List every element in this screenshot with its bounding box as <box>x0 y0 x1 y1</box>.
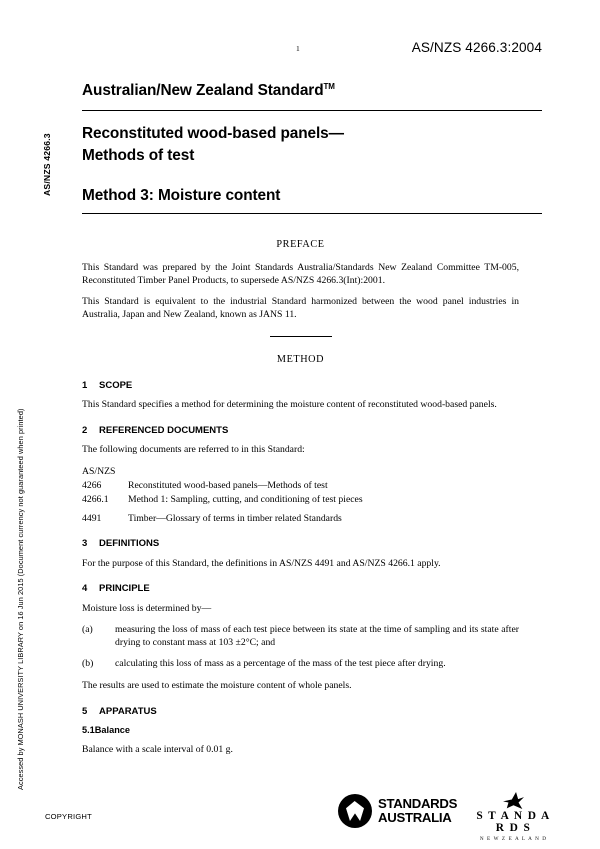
heading-principle-title: PRINCIPLE <box>99 583 150 595</box>
copyright-label: COPYRIGHT <box>45 812 92 821</box>
heading-definitions <box>82 538 519 550</box>
method-heading: METHOD <box>276 353 325 365</box>
section-divider-rule <box>270 336 332 337</box>
principle-intro: Moisture loss is determined by— <box>82 602 212 614</box>
list-item <box>82 658 519 671</box>
star-icon <box>338 794 372 828</box>
title-rule-bottom <box>82 213 542 214</box>
fern-icon <box>503 792 524 809</box>
reference-title: Reconstituted wood-based panels—Methods of test <box>128 480 328 492</box>
standards-australia-line-2: AUSTRALIA <box>378 810 452 825</box>
heading-referenced-documents-number: 2 <box>82 424 88 436</box>
reference-id: 4491 <box>82 512 102 524</box>
reference-title: Timber—Glossary of terms in timber related Standards <box>128 512 342 524</box>
heading-principle-number: 4 <box>82 583 88 595</box>
footer-logos <box>338 792 553 842</box>
list-item <box>82 624 519 649</box>
list-item <box>82 513 519 526</box>
heading-referenced-documents-title: REFERENCED DOCUMENTS <box>99 424 229 436</box>
list-item-tag: (a) <box>82 624 93 636</box>
referenced-documents-intro: The following documents are referred to in this Standard: <box>82 444 305 456</box>
reference-title: Method 1: Sampling, cutting, and conditioning of test pieces <box>128 494 363 506</box>
title-lines <box>82 111 542 205</box>
document-identifier: AS/NZS 4266.3:2004 <box>411 40 542 55</box>
apparatus-body: Balance with a scale interval of 0.01 g. <box>82 743 233 755</box>
heading-balance-title: Balance <box>94 724 131 735</box>
heading-apparatus <box>82 706 519 718</box>
reference-id: 4266.1 <box>82 494 109 506</box>
standards-new-zealand-line-1: S T A N D A R D S <box>476 810 551 834</box>
title-block <box>82 82 542 214</box>
heading-definitions-number: 3 <box>82 538 88 550</box>
list-item-text: measuring the loss of mass of each test piece between its state at the time of sampling and its state after drying to constant mass at 103 ±2°C; and <box>115 624 519 648</box>
heading-principle <box>82 583 519 595</box>
access-watermark-text: Accessed by MONASH UNIVERSITY LIBRARY on 16 Jun 2015 (Document currency not guaranteed when printed) <box>16 408 25 790</box>
sidebar-standard-ref: AS/NZS 4266.3 <box>42 133 52 196</box>
standard-title <box>82 82 542 100</box>
heading-apparatus-number: 5 <box>82 705 88 717</box>
heading-definitions-title: DEFINITIONS <box>99 538 160 550</box>
list-item <box>82 480 519 493</box>
heading-scope-title: SCOPE <box>99 379 133 391</box>
standards-australia-text <box>378 797 457 824</box>
standards-new-zealand-line-2: N E W Z E A L A N D <box>479 835 548 842</box>
heading-apparatus-title: APPARATUS <box>99 705 157 717</box>
trademark-symbol: TM <box>323 82 335 91</box>
referenced-documents-group-label: AS/NZS <box>82 465 116 477</box>
standard-title-text: Australian/New Zealand Standard <box>82 82 324 100</box>
standards-new-zealand-logo <box>474 792 553 842</box>
principle-closing: The results are used to estimate the moisture content of whole panels. <box>82 680 352 692</box>
heading-balance-number: 5.1 <box>82 724 95 735</box>
reference-id: 4266 <box>82 480 102 492</box>
heading-referenced-documents <box>82 425 519 437</box>
title-main-line-2: Methods of test <box>82 147 195 164</box>
standards-australia-logo <box>338 794 457 828</box>
scope-body: This Standard specifies a method for determining the moisture content of reconstituted wood-based panels. <box>82 399 497 411</box>
list-item-text: calculating this loss of mass as a percentage of the mass of the test piece after drying. <box>115 658 446 670</box>
standards-australia-line-1: STANDARDS <box>378 796 458 812</box>
title-main-line-1: Reconstituted wood-based panels— <box>82 125 344 143</box>
list-item <box>82 494 519 507</box>
definitions-body: For the purpose of this Standard, the definitions in AS/NZS 4491 and AS/NZS 4266.1 apply. <box>82 557 441 569</box>
list-item-tag: (b) <box>82 658 94 670</box>
preface-heading: PREFACE <box>276 239 325 250</box>
preface-paragraph-1: This Standard was prepared by the Joint Standards Australia/Standards New Zealand Committee TM-005, Reconstituted Timber Panel Products, to supersede AS/NZS 4266.3(Int):2001. <box>82 262 519 286</box>
heading-scope-number: 1 <box>82 379 88 391</box>
heading-balance <box>82 725 519 737</box>
referenced-documents-list <box>82 480 519 525</box>
title-method-line: Method 3: Moisture content <box>82 186 281 204</box>
document-body <box>82 238 519 757</box>
page-number: 1 <box>296 44 300 53</box>
preface-paragraph-2: This Standard is equivalent to the industrial Standard harmonized between the wood panel industries in Australia, Japan and New Zealand, known as JANS 11. <box>82 296 519 321</box>
heading-scope <box>82 380 519 392</box>
